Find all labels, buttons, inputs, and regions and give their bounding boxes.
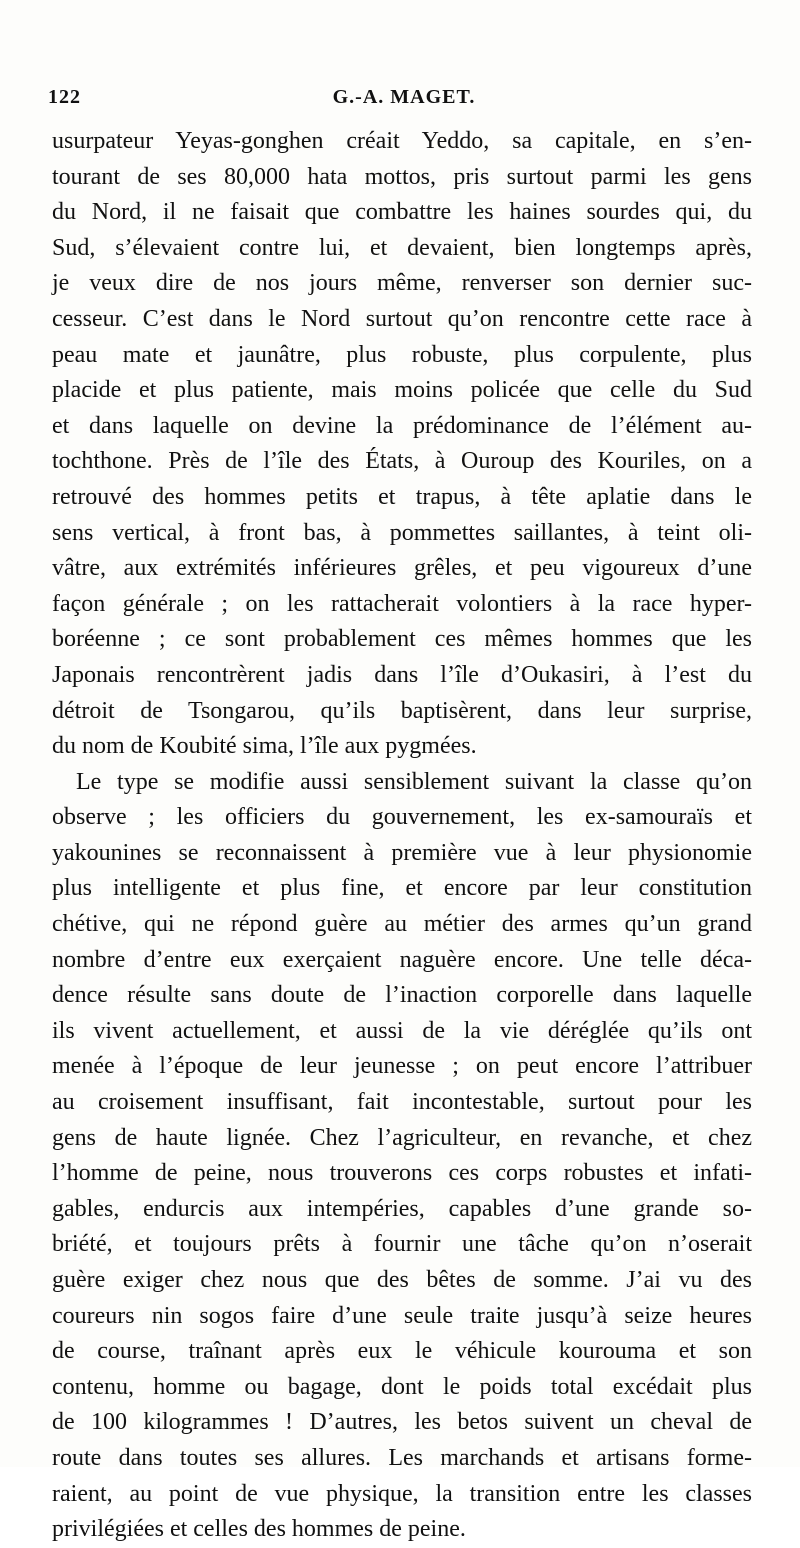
text-line: vâtre, aux extrémités inférieures grêles, et peu vigoureux d’une — [52, 555, 752, 582]
text-line: observe ; les officiers du gouvernement, les ex-samouraïs et — [52, 804, 752, 831]
text-line: raient, au point de vue physique, la transition entre les classes — [52, 1480, 752, 1507]
text-line: plus intelligente et plus fine, et encore par leur constitution — [52, 875, 752, 902]
text-line: ils vivent actuellement, et aussi de la vie déréglée qu’ils ont — [52, 1017, 752, 1044]
running-head: G.-A. MAGET. — [332, 86, 476, 108]
text-line: coureurs nin sogos faire d’une seule traite jusqu’à seize heures — [52, 1302, 752, 1329]
paragraph-start-line: Le type se modifie aussi sensiblement suivant la classe qu’on — [76, 768, 752, 795]
text-line: menée à l’époque de leur jeunesse ; on peut encore l’attribuer — [52, 1053, 752, 1080]
text-line: je veux dire de nos jours même, renverser son dernier suc- — [52, 270, 752, 297]
page-number: 122 — [48, 86, 81, 108]
text-line: et dans laquelle on devine la prédominance de l’élément au- — [52, 412, 752, 439]
text-line: façon générale ; on les rattacherait volontiers à la race hyper- — [52, 590, 752, 617]
body-text — [52, 124, 752, 1548]
text-line: l’homme de peine, nous trouverons ces corps robustes et infati- — [52, 1160, 752, 1187]
text-line: briété, et toujours prêts à fournir une tâche qu’on n’oserait — [52, 1231, 752, 1258]
text-line: retrouvé des hommes petits et trapus, à tête aplatie dans le — [52, 483, 752, 510]
paragraph-end-line: privilégiées et celles des hommes de peine. — [52, 1516, 466, 1543]
text-line: Sud, s’élevaient contre lui, et devaient, bien longtemps après, — [52, 234, 752, 261]
paragraph-end-line: du nom de Koubité sima, l’île aux pygmées. — [52, 733, 477, 760]
text-line: gens de haute lignée. Chez l’agriculteur, en revanche, et chez — [52, 1124, 752, 1151]
text-line: sens vertical, à front bas, à pommettes saillantes, à teint oli- — [52, 519, 752, 546]
text-line: gables, endurcis aux intempéries, capables d’une grande so- — [52, 1195, 752, 1222]
text-line: yakounines se reconnaissent à première vue à leur physionomie — [52, 839, 752, 866]
text-line: peau mate et jaunâtre, plus robuste, plus corpulente, plus — [52, 341, 752, 368]
text-line: dence résulte sans doute de l’inaction corporelle dans laquelle — [52, 982, 752, 1009]
text-line: du Nord, il ne faisait que combattre les haines sourdes qui, du — [52, 199, 752, 226]
text-line: placide et plus patiente, mais moins policée que celle du Sud — [52, 377, 752, 404]
text-line: usurpateur Yeyas-gonghen créait Yeddo, sa capitale, en s’en- — [52, 128, 752, 154]
text-line: de course, traînant après eux le véhicule kourouma et son — [52, 1338, 752, 1365]
text-line: tochthone. Près de l’île des États, à Ouroup des Kouriles, on a — [52, 448, 752, 475]
text-line: au croisement insuffisant, fait incontestable, surtout pour les — [52, 1089, 752, 1116]
text-line: guère exiger chez nous que des bêtes de somme. J’ai vu des — [52, 1267, 752, 1293]
text-line: route dans toutes ses allures. Les marchands et artisans forme- — [52, 1444, 752, 1471]
text-line: tourant de ses 80,000 hata mottos, pris surtout parmi les gens — [52, 163, 752, 190]
page-header — [48, 80, 760, 116]
text-line: nombre d’entre eux exerçaient naguère encore. Une telle déca- — [52, 946, 752, 973]
text-line: chétive, qui ne répond guère au métier des armes qu’un grand — [52, 911, 752, 938]
text-line: Japonais rencontrèrent jadis dans l’île d’Oukasiri, à l’est du — [52, 661, 752, 688]
text-line: détroit de Tsongarou, qu’ils baptisèrent, dans leur surprise, — [52, 697, 752, 724]
text-line: cesseur. C’est dans le Nord surtout qu’on rencontre cette race à — [52, 305, 752, 332]
text-line: contenu, homme ou bagage, dont le poids total excédait plus — [52, 1373, 752, 1400]
text-line: boréenne ; ce sont probablement ces mêmes hommes que les — [52, 626, 752, 653]
text-line: de 100 kilogrammes ! D’autres, les betos suivent un cheval de — [52, 1409, 752, 1436]
